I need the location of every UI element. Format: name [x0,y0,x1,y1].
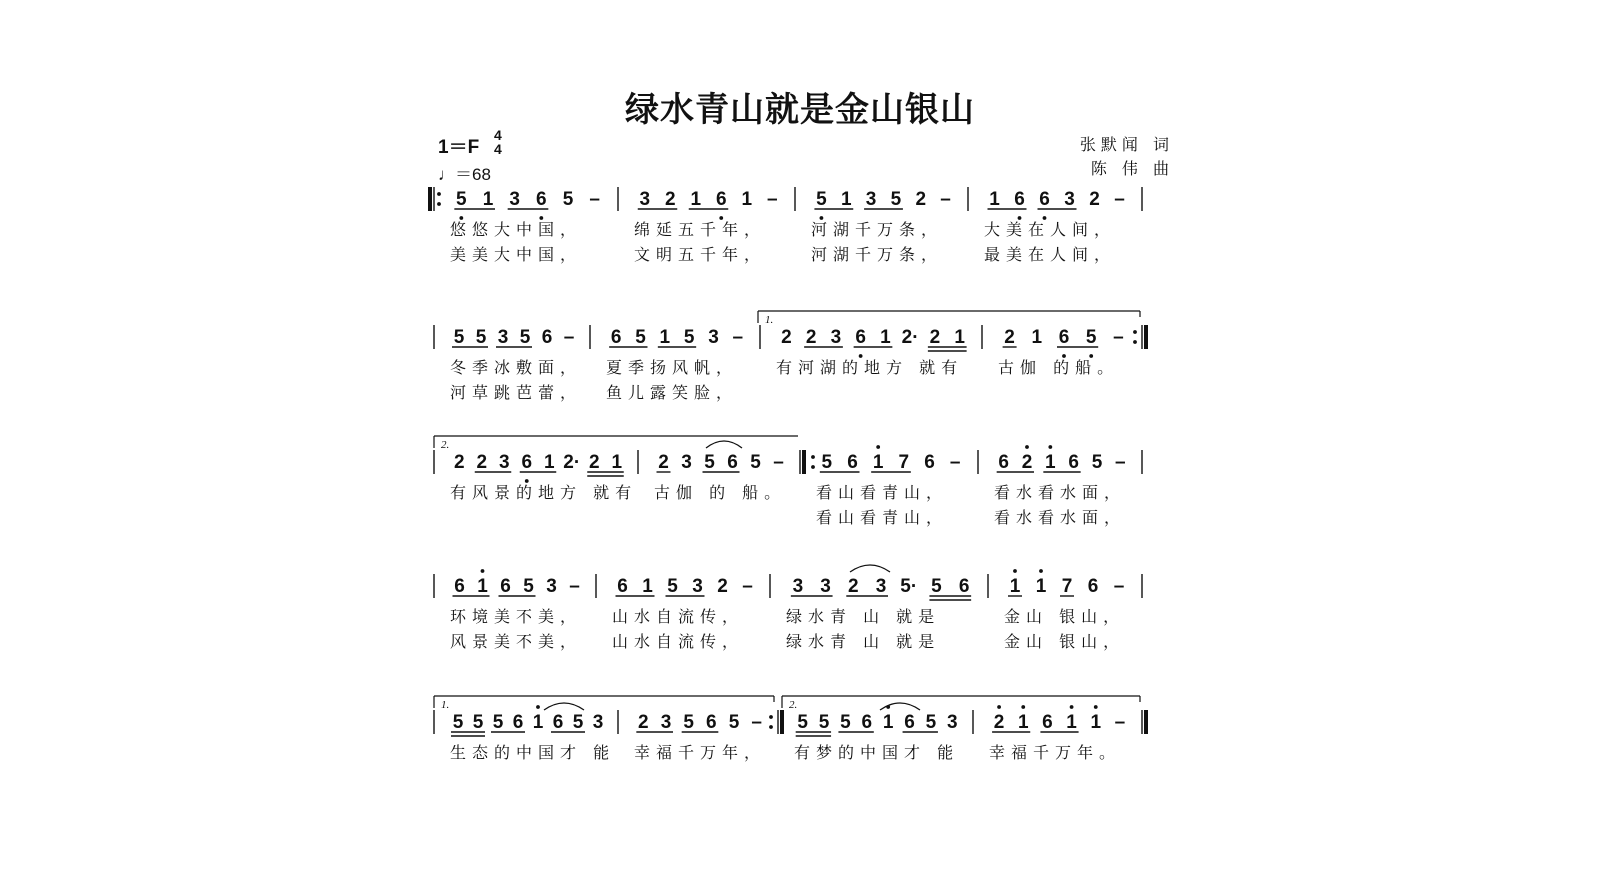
note: 6 [500,576,511,597]
note: 2 [1021,452,1033,473]
octave-up-dot [1094,705,1098,709]
note: 2 [929,327,941,348]
note: 1 [1035,576,1047,597]
note: 2 [847,576,859,597]
volta-number: 1. [441,699,450,711]
note: 6 [512,712,524,733]
note: 6 [715,189,727,210]
lyric-line: 环境美不美， [450,607,583,626]
note: 5 [1085,327,1097,348]
note: 3 [497,327,509,348]
lyric-line: 生态的中国才 能 [450,743,616,762]
repeat-dot [769,715,773,719]
note: 5 [492,712,504,733]
repeat-dot [811,455,815,459]
lyric-line: 悠悠大中国， [450,220,583,239]
lyric-line: 文明五千年， [634,245,767,264]
lyric-line: 河湖千万条， [811,245,944,264]
note: 6 [536,189,547,210]
note: 3 [820,576,831,597]
lyric-line: 看水看水面， [994,483,1127,502]
note: 5 [475,327,487,348]
sustain-dash: – [1115,452,1126,473]
lyric-line: 夏季扬风帆， [606,358,739,377]
note: 1 [1090,712,1102,733]
lyric-line: 有河湖的地方 就有 [776,358,964,377]
repeat-dot [1133,340,1137,344]
lyric-line: 看山看青山， [816,508,949,527]
note: 1 [1031,327,1043,348]
note: 2 [638,712,649,733]
sustain-dash: – [569,576,580,597]
note: 1 [1066,712,1077,733]
note: 5 [667,576,678,597]
octave-up-dot [1013,569,1017,573]
lyric-line: 河湖千万条， [811,220,944,239]
octave-up-dot [1039,569,1043,573]
note: 3 [498,452,510,473]
sustain-dash: – [949,452,961,473]
lyric-line: 看山看青山， [816,483,949,502]
lyric-line: 绵延五千年， [634,220,767,239]
note: 6 [521,452,533,473]
repeat-dot [437,202,441,206]
lyric-line: 绿水青 山 就是 [786,632,941,651]
repeat-dot [811,465,815,469]
sustain-dash: – [766,189,778,210]
note: 6 [861,712,873,733]
lyric-line: 幸福千万年。 [989,743,1122,762]
octave-up-dot [1048,445,1052,449]
octave-up-dot [1025,445,1029,449]
note: 1 [532,712,544,733]
note: 2· [563,452,581,473]
note: 7 [898,452,910,473]
note: 1 [543,452,555,473]
note: 2· [901,327,919,348]
note: 5 [840,712,851,733]
note: 5 [750,452,761,473]
lyric-line: 有梦的中国才 能 [794,743,960,762]
note: 1 [880,327,891,348]
note: 5 [925,712,937,733]
sustain-dash: – [563,327,575,348]
note: 5 [704,452,715,473]
note: 5 [683,327,695,348]
note: 3 [865,189,877,210]
time-signature-top: 4 [494,127,502,143]
note: 6 [847,452,858,473]
slur [544,703,584,710]
sustain-dash: – [751,712,762,733]
lyric-line: 河草跳芭蕾， [450,383,583,402]
time-signature-bottom: 4 [494,141,502,157]
lyric-line: 大美在人间， [984,220,1117,239]
note: 5 [472,712,484,733]
note: 6 [1039,189,1050,210]
lyricist-credit: 张默闻 词 [1079,135,1174,154]
note: 5 [816,189,827,210]
lyric-line: 冬季冰敷面， [450,358,583,377]
note: 5 [728,712,740,733]
note: 5 [797,712,808,733]
note: 1 [1009,576,1021,597]
note: 1 [882,712,894,733]
note: 5 [572,712,584,733]
note: 5 [818,712,830,733]
note: 1 [642,576,653,597]
note: 6 [904,712,915,733]
note: 1 [954,327,965,348]
quarter-note-icon: ♩ [438,165,455,184]
note: 3 [947,712,958,733]
note: 6 [541,327,553,348]
note: 2 [588,452,600,473]
note: 1 [840,189,852,210]
volta-number: 2. [441,439,450,451]
note: 5 [1091,452,1103,473]
note: 5 [890,189,902,210]
repeat-dot [437,192,441,196]
note: 6 [727,452,738,473]
note: 5 [821,452,833,473]
note: 6 [958,576,970,597]
note: 5 [519,327,531,348]
note: 5 [523,576,534,597]
song-title: 绿水青山就是金山银山 [625,90,975,130]
note: 2 [993,712,1005,733]
note: 1 [1045,452,1056,473]
note: 2 [476,452,488,473]
sustain-dash: – [773,452,784,473]
note: 1 [989,189,1000,210]
note: 6 [610,327,622,348]
lyric-line: 金山 银山， [1004,632,1126,651]
octave-up-dot [481,569,485,573]
note: 2 [664,189,676,210]
note: 1 [611,452,623,473]
note: 5 [931,576,942,597]
note: 1 [741,189,753,210]
repeat-dot [769,725,773,729]
note: 6 [1068,452,1079,473]
note: 5 [456,189,467,210]
note: 3 [592,712,604,733]
slur [850,565,890,572]
sustain-dash: – [940,189,951,210]
lyric-line: 风景美不美， [450,632,583,651]
note: 3 [546,576,557,597]
note: 6 [924,452,935,473]
repeat-dot [1133,330,1137,334]
note: 6 [617,576,628,597]
lyric-line: 鱼儿露笑脸， [606,383,739,402]
note: 5 [635,327,646,348]
note: 1 [477,576,488,597]
note: 1 [1017,712,1029,733]
note: 2 [1089,189,1100,210]
note: 3 [708,327,719,348]
key-signature: 1＝F [438,137,480,158]
volta-number: 2. [789,699,798,711]
note: 6 [552,712,564,733]
note: 6 [1014,189,1025,210]
lyric-line: 有风景的地方 就有 [450,483,638,502]
note: 3 [830,327,842,348]
note: 2 [658,452,669,473]
octave-up-dot [997,705,1001,709]
tempo-value: ＝68 [455,165,491,184]
note: 5 [452,712,464,733]
note: 2 [453,452,465,473]
sustain-dash: – [1114,712,1126,733]
note: 1 [872,452,884,473]
note: 3 [875,576,887,597]
note: 7 [1061,576,1073,597]
note: 6 [1058,327,1070,348]
note: 5 [683,712,694,733]
lyric-line: 幸福千万年， [634,743,767,762]
note: 3 [792,576,804,597]
lyric-line: 山水自流传， [612,632,745,651]
note: 1 [659,327,671,348]
note: 1 [690,189,702,210]
sustain-dash: – [742,576,753,597]
lyric-line: 山水自流传， [612,607,745,626]
note: 5· [900,576,918,597]
lyric-line: 看水看水面， [994,508,1127,527]
lyric-line: 美美大中国， [450,245,583,264]
lyric-line: 最美在人间， [984,245,1117,264]
note: 6 [855,327,866,348]
lyric-line: 古伽 的船。 [998,358,1120,377]
sustain-dash: – [1113,327,1124,348]
sustain-dash: – [732,327,744,348]
note: 3 [509,189,520,210]
lyric-line: 金山 银山， [1004,607,1126,626]
note: 2 [781,327,792,348]
note: 3 [660,712,672,733]
note: 3 [1064,189,1075,210]
note: 6 [1087,576,1099,597]
lyric-line: 古伽 的 船。 [654,483,787,502]
sustain-dash: – [1114,189,1125,210]
note: 6 [454,576,465,597]
note: 2 [805,327,817,348]
note: 3 [681,452,692,473]
note: 5 [562,189,574,210]
note: 3 [639,189,651,210]
octave-up-dot [876,445,880,449]
sustain-dash: – [589,189,600,210]
note: 2 [717,576,728,597]
composer-credit: 陈 伟 曲 [1090,159,1174,178]
note: 3 [692,576,703,597]
slur [706,441,742,448]
slur [880,703,920,710]
note: 6 [706,712,717,733]
note: 6 [1042,712,1053,733]
lyric-line: 绿水青 山 就是 [786,607,941,626]
note: 2 [1004,327,1015,348]
note: 1 [482,189,494,210]
note: 5 [453,327,465,348]
note: 2 [915,189,927,210]
octave-up-dot [536,705,540,709]
sustain-dash: – [1113,576,1125,597]
octave-up-dot [1021,705,1025,709]
octave-up-dot [1070,705,1074,709]
note: 6 [998,452,1009,473]
volta-number: 1. [765,314,774,326]
